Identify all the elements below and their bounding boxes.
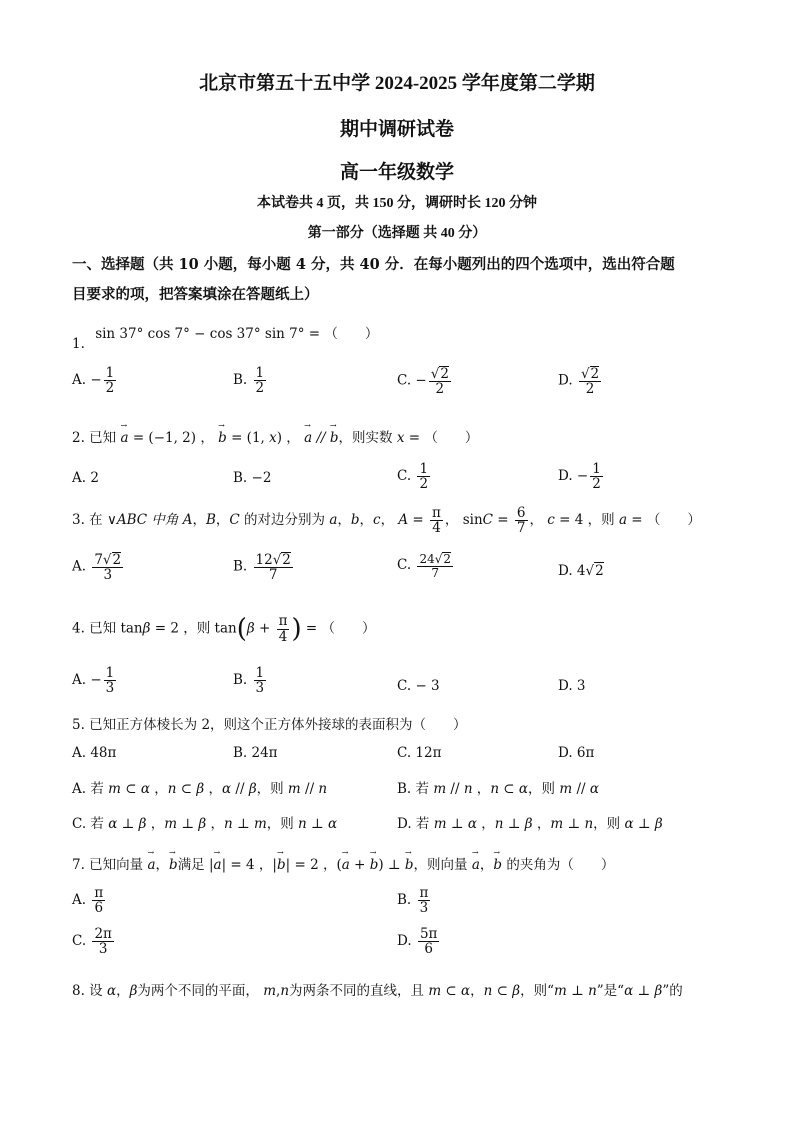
question-7: 7. 已知向量 → a，→ b满足 |→ a| = 4 ，|→ b| = 2 ，(→ a + → b) ⊥ → b，则向量 → a，→ b 的夹角为（ ） <box>72 853 614 873</box>
q4-option-c: C. − 3 <box>397 678 440 694</box>
exam-subtitle: 期中调研试卷 <box>339 119 454 140</box>
q1-option-c: C. − $\frac{√2}{2}$ <box>397 366 449 398</box>
q1-number: 1. <box>72 336 85 352</box>
part-heading: 第一部分（选择题 共 40 分） <box>307 226 487 241</box>
q7-option-a: A. $\frac{\pi}{6}$ <box>72 885 104 917</box>
q2-option-d: D. − $\frac{1}{2}$ <box>558 461 601 493</box>
q6-option-b: B. 若 m // n ，n ⊂ α，则 m // α <box>397 781 599 797</box>
section-line-1: 一、选择题（共 10 小题，每小题 4 分，共 40 分．在每小题列出的四个选项中，选出符合题 <box>72 256 675 273</box>
q3-option-b: B. $\frac{12√2}{7}$ <box>233 552 291 584</box>
q1-option-a: A. − $\frac{1}{2}$ <box>72 365 115 397</box>
q2-option-b: B. −2 <box>233 470 272 486</box>
q3-option-c: C. $\frac{24√2}{7}$ <box>397 552 451 580</box>
q1-option-d: D. $\frac{√2}{2}$ <box>558 366 600 398</box>
question-3: 3. 在 ∨ABC 中角 A，B，C 的对边分别为 a，b，c， A = $\frac{\pi}{4}$ ， sinC = $\frac{6}{7}$ ， c = 4 ，则 a = （ ） <box>72 505 701 537</box>
q7-option-c: C. $\frac{2\pi}{3}$ <box>72 926 112 958</box>
q4-option-a: A. − $\frac{1}{3}$ <box>72 665 115 697</box>
q3-option-d: D. 4√2 <box>558 563 604 579</box>
q7-option-d: D. $\frac{5\pi}{6}$ <box>397 926 438 958</box>
q5-option-c: C. 12π <box>397 745 442 761</box>
section-instructions <box>72 250 732 310</box>
q7-option-b: B. $\frac{\pi}{3}$ <box>397 885 429 917</box>
question-1 <box>72 322 379 352</box>
q5-option-d: D. 6π <box>558 745 595 761</box>
q4-option-b: B. $\frac{1}{3}$ <box>233 665 265 697</box>
q3-option-a: A. $\frac{7√2}{3}$ <box>72 552 122 584</box>
exam-title: 北京市第五十五中学 2024-2025 学年度第二学期 <box>199 73 595 94</box>
exam-subject: 高一年级数学 <box>339 162 454 183</box>
question-4: 4. 已知 tanβ = 2 ，则 tan(β + $\frac{\pi}{4}$ ) = （ ） <box>72 613 376 645</box>
q1-stem: sin 37° cos 7° − cos 37° sin 7° = （ ） <box>95 326 379 342</box>
question-2: 2. 已知 → a = (−1, 2) ， → b = (1, x) ， → a // → b，则实数 x = （ ） <box>72 426 478 446</box>
exam-info: 本试卷共 4 页，共 150 分，调研时长 120 分钟 <box>257 196 537 211</box>
q1-option-b: B. $\frac{1}{2}$ <box>233 365 265 397</box>
q4-option-d: D. 3 <box>558 678 586 694</box>
q2-option-a: A. 2 <box>72 470 99 486</box>
q6-option-c: C. 若 α ⊥ β ，m ⊥ β ，n ⊥ m，则 n ⊥ α <box>72 816 338 832</box>
q5-option-a: A. 48π <box>72 745 117 761</box>
section-line-2: 目要求的项，把答案填涂在答题纸上） <box>72 286 319 303</box>
q6-option-d: D. 若 m ⊥ α ，n ⊥ β ，m ⊥ n，则 α ⊥ β <box>397 816 663 832</box>
q2-option-c: C. $\frac{1}{2}$ <box>397 461 429 493</box>
question-5: 5. 已知正方体棱长为 2，则这个正方体外接球的表面积为（ ） <box>72 717 467 733</box>
question-8: 8. 设 α，β为两个不同的平面， m,n为两条不同的直线，且 m ⊂ α，n ⊂ β，则“m ⊥ n”是“α ⊥ β”的 <box>72 983 683 999</box>
q5-option-b: B. 24π <box>233 745 278 761</box>
q6-option-a: A. 若 m ⊂ α ，n ⊂ β ，α // β，则 m // n <box>72 781 328 797</box>
